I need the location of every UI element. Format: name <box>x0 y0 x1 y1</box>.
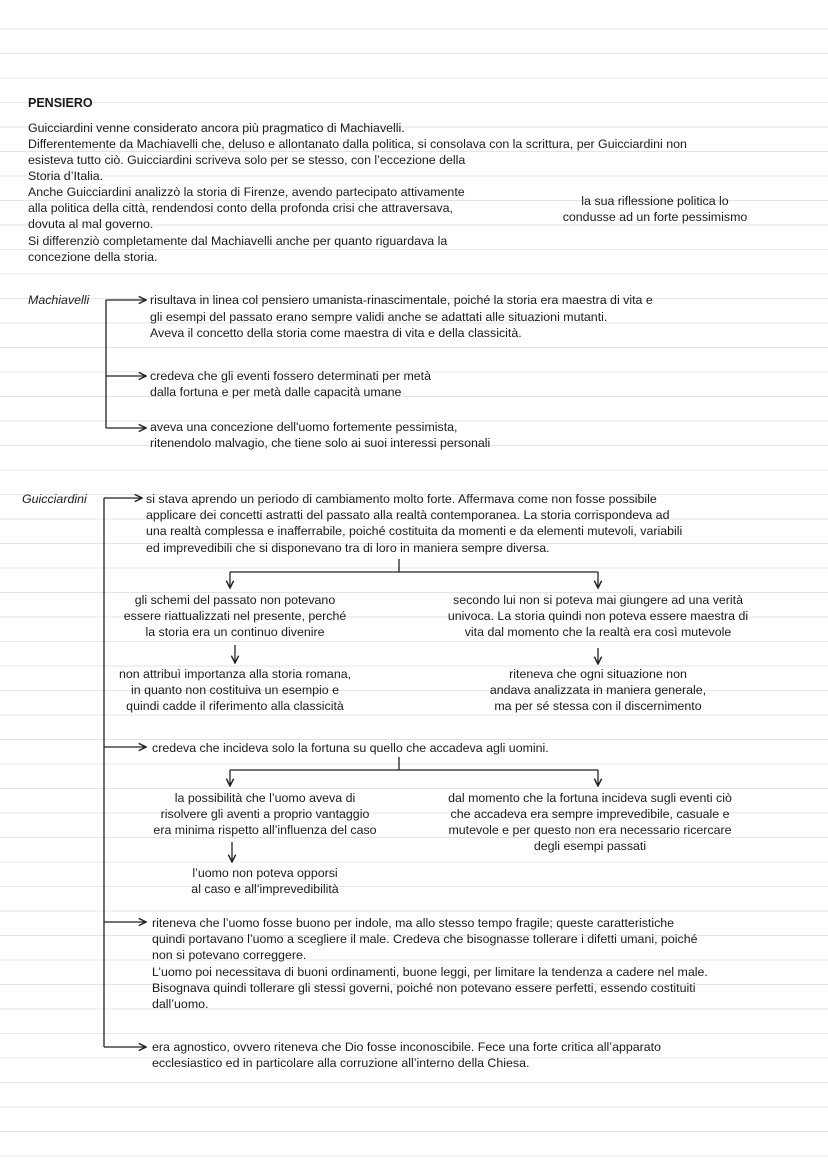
point-line: credeva che incideva solo la fortuna su quello che accadeva agli uomini. <box>152 741 549 755</box>
branch-line: dal momento che la fortuna incideva sugli eventi ciò <box>448 791 732 805</box>
branch-line: andava analizzata in maniera generale, <box>489 683 707 697</box>
point-line: Aveva il concetto della storia come maestra di vita e della classicità. <box>150 326 522 340</box>
section-title: PENSIERO <box>28 96 93 110</box>
intro-line: Differentemente da Machiavelli che, deluso e allontanato dalla politica, si consolava con la scrittura, per Guicciardini non <box>28 137 687 151</box>
intro-line: concezione della storia. <box>28 250 158 264</box>
branch-line: essere riattualizzati nel presente, perché <box>123 609 347 623</box>
point-line: riteneva che l’uomo fosse buono per indole, ma allo stesso tempo fragile; queste caratteristiche <box>152 916 675 930</box>
branch-line: gli schemi del passato non potevano <box>134 593 336 607</box>
point-line: una realtà complessa e inafferrabile, poiché costituita da momenti e da elementi mutevoli, variabili <box>146 524 683 538</box>
point-line: risultava in linea col pensiero umanista-rinascimentale, poiché la storia era maestra di vita e <box>150 293 653 307</box>
intro-line: Anche Guicciardini analizzò la storia di Firenze, avendo partecipato attivamente <box>28 185 465 199</box>
intro-line: alla politica della città, rendendosi conto della profonda crisi che attraversava, <box>28 201 453 215</box>
point-line: ed imprevedibili che si disponevano tra di loro in maniera sempre diversa. <box>146 541 550 555</box>
branch-line: al caso e all’imprevedibilità <box>191 882 339 896</box>
point-line: non si potevano correggere. <box>152 948 307 962</box>
branch-line: univoca. La storia quindi non poteva essere maestra di <box>447 609 749 623</box>
branch-line: l’uomo non poteva opporsi <box>192 866 338 880</box>
guicciardini-label: Guicciardini <box>22 492 87 506</box>
machiavelli-label: Machiavelli <box>28 293 90 307</box>
intro-line: Si differenziò completamente dal Machiavelli anche per quanto riguardava la <box>28 234 448 248</box>
point-line: Bisognava quindi tollerare gli stessi governi, poiché non potevano essere perfetti, essendo costituiti <box>152 981 696 995</box>
branch-line: mutevole e per questo non era necessario ricercare <box>448 823 732 837</box>
branch-line: in quanto non costituiva un esempio e <box>130 683 340 697</box>
branch-line: era minima rispetto all’influenza del caso <box>153 823 377 837</box>
branch-line: la storia era un continuo divenire <box>145 625 325 639</box>
branch-line: non attribuì importanza alla storia romana, <box>118 667 352 681</box>
point-line: L’uomo poi necessitava di buoni ordinamenti, buone leggi, per limitare la tendenza a cadere nel male. <box>152 965 708 979</box>
branch-line: riteneva che ogni situazione non <box>509 667 687 681</box>
point-line: dall’uomo. <box>152 997 209 1011</box>
branch-line: ma per sé stessa con il discernimento <box>494 699 702 713</box>
branch-line: la possibilità che l’uomo aveva di <box>174 791 356 805</box>
intro-line: esisteva tutto ciò. Guicciardini scriveva solo per se stesso, con l’eccezione della <box>28 153 466 167</box>
point-line: applicare dei concetti astratti del passato alla realtà contemporanea. La storia corrispondeva ad <box>146 508 670 522</box>
branch-line: che accadeva era sempre imprevedibile, casuale e <box>450 807 730 821</box>
point-line: credeva che gli eventi fossero determinati per metà <box>150 369 431 383</box>
branch-line: quindi cadde il riferimento alla classicità <box>126 699 344 713</box>
point-line: quindi portavano l’uomo a scegliere il male. Credeva che bisognasse tollerare i difetti umani, poiché <box>152 932 698 946</box>
intro-line: dovuta al mal governo. <box>28 217 154 231</box>
side-note-line: condusse ad un forte pessimismo <box>562 210 748 224</box>
branch-line: risolvere gli aventi a proprio vantaggio <box>160 807 370 821</box>
intro-line: Guicciardini venne considerato ancora più pragmatico di Machiavelli. <box>28 121 405 135</box>
point-line: dalla fortuna e per metà dalle capacità umane <box>150 385 402 399</box>
branch-line: degli esempi passati <box>533 839 647 853</box>
side-note-line: la sua riflessione politica lo <box>581 194 729 208</box>
point-line: era agnostico, ovvero riteneva che Dio fosse inconoscibile. Fece una forte critica all’apparato <box>152 1040 661 1054</box>
branch-line: vita dal momento che la realtà era così mutevole <box>464 625 732 639</box>
point-line: aveva una concezione dell'uomo fortemente pessimista, <box>150 420 458 434</box>
branch-line: secondo lui non si poteva mai giungere ad una verità <box>453 593 743 607</box>
point-line: ecclesiastico ed in particolare alla corruzione all’interno della Chiesa. <box>152 1056 530 1070</box>
point-line: gli esempi del passato erano sempre validi anche se adattati alle situazioni mutanti. <box>150 310 608 324</box>
intro-line: Storia d’Italia. <box>28 169 104 183</box>
point-line: ritenendolo malvagio, che tiene solo ai suoi interessi personali <box>150 436 491 450</box>
point-line: si stava aprendo un periodo di cambiamento molto forte. Affermava come non fosse possibile <box>146 492 657 506</box>
